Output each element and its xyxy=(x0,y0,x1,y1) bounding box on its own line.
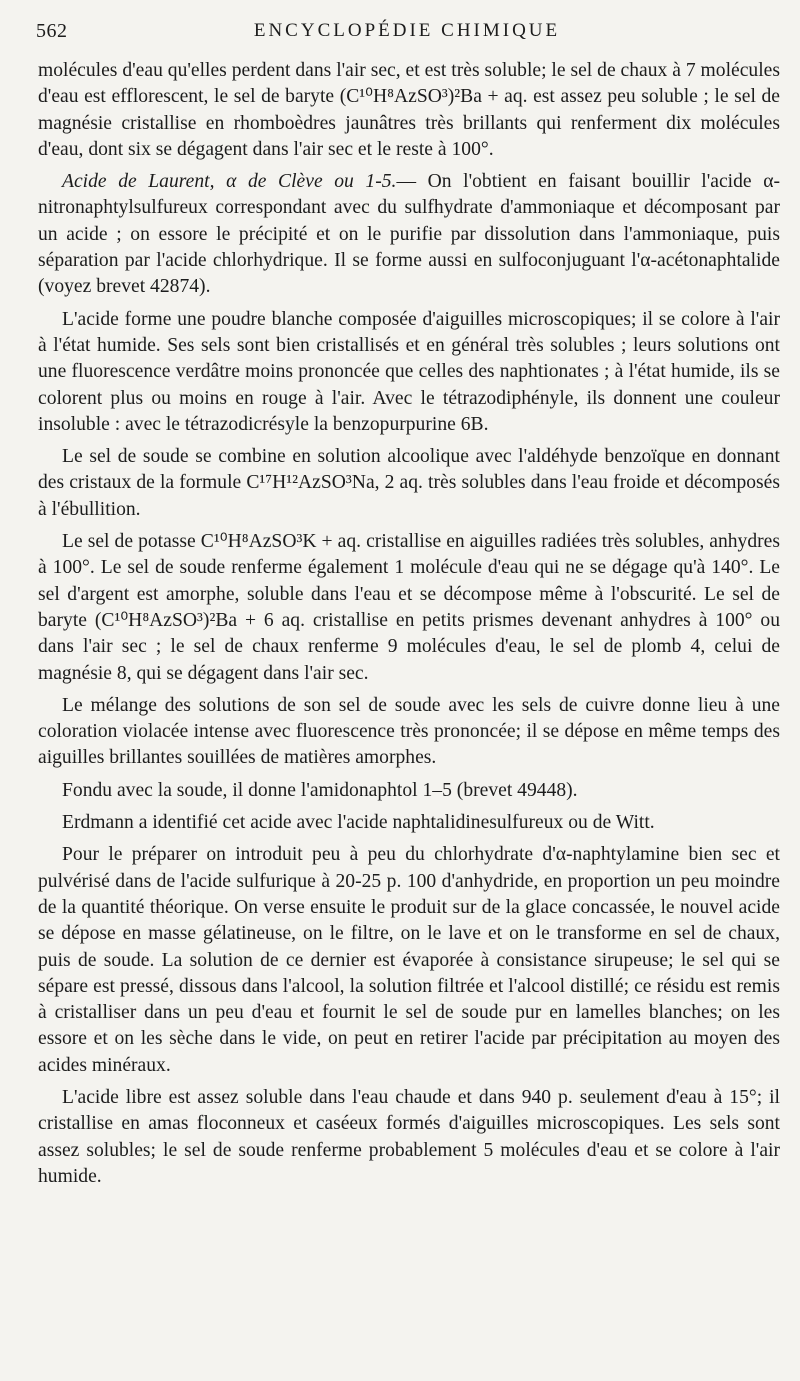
paragraph-body: — On l'obtient en faisant bouillir l'acide α-nitronaphtylsulfureux correspondant avec du sulfhydrate d'ammoniaque et décomposant par un acide ; on essore le précipité et on le purifie par dissolution dans l'ammoniaque, puis séparation par l'acide chlorhydrique. Il se forme aussi en sulfoconjuguant l'α-acétonaphtalide (voyez brevet 42874). xyxy=(38,171,780,298)
paragraph-acide-de-laurent xyxy=(38,169,780,300)
body-text xyxy=(38,58,780,1196)
page-number: 562 xyxy=(36,20,68,42)
page-header xyxy=(36,18,778,48)
paragraph: Le mélange des solutions de son sel de soude avec les sels de cuivre donne lieu à une coloration violacée intense avec fluorescence très prononcée; il se dépose en même temps des aiguilles brillantes souillées de matières amorphes. xyxy=(38,694,780,769)
section-lead: Acide de Laurent, α de Clève ou 1-5. xyxy=(62,171,397,193)
paragraph: L'acide libre est assez soluble dans l'eau chaude et dans 940 p. seulement d'eau à 15°; il cristallise en amas floconneux et caséeux formés d'aiguilles microscopiques. Les sels sont assez solubles; le sel de soude renferme probablement 5 molécules d'eau et se colore à l'air humide. xyxy=(38,1086,780,1187)
paragraph: L'acide forme une poudre blanche composée d'aiguilles microscopiques; il se colore à l'air à l'état humide. Ses sels sont bien cristallisés et en général très solubles ; leurs solutions ont une fluorescence verdâtre moins prononcée que celles des naphtionates ; à l'état humide, ils se colorent plus ou moins en rouge à l'air. Avec le tétrazodiphényle, ils donnent une couleur insoluble : avec le tétrazodicrésyle la benzopurpurine 6B. xyxy=(38,308,780,435)
running-title: ENCYCLOPÉDIE CHIMIQUE xyxy=(253,20,561,41)
paragraph: Pour le préparer on introduit peu à peu du chlorhydrate d'α-naphtylamine bien sec et pulvérisé dans de l'acide sulfurique à 20-25 p. 100 d'anhydride, en proportion un peu moindre de la quantité théorique. On verse ensuite le produit sur de la glace concassée, le nouvel acide se dépose en masse gélatineuse, on le filtre, on le lave et on le transforme en sel de chaux, puis de soude. La solution de ce dernier est évaporée à consistance sirupeuse; le sel qui se sépare est pressé, dissous dans l'alcool, la solution filtrée et l'alcool distillé; ce résidu est remis à cristalliser dans un peu d'eau et fournit le sel de soude pur en lamelles blanches; on les essore et on les sèche dans le vide, on peut en retirer l'acide par précipitation au moyen des acides minéraux. xyxy=(38,844,780,1076)
paragraph: Le sel de soude se combine en solution alcoolique avec l'aldéhyde benzoïque en donnant des cristaux de la formule C¹⁷H¹²AzSO³Na, 2 aq. très solubles dans l'eau froide et décomposés à l'ébullition. xyxy=(38,446,780,520)
paragraph-continuation: molécules d'eau qu'elles perdent dans l'air sec, et est très soluble; le sel de chaux à 7 molécules d'eau est efflorescent, le sel de baryte (C¹⁰H⁸AzSO³)²Ba + aq. est assez peu soluble ; le sel de magnésie cristallise en rhomboèdres jaunâtres très brillants qui renferment dix molécules d'eau, dont six se dégagent dans l'air sec et le reste à 100°. xyxy=(38,60,780,160)
paragraph: Fondu avec la soude, il donne l'amidonaphtol 1–5 (brevet 49448). xyxy=(62,779,578,801)
paragraph: Erdmann a identifié cet acide avec l'acide naphtalidinesulfureux ou de Witt. xyxy=(62,812,655,834)
paragraph: Le sel de potasse C¹⁰H⁸AzSO³K + aq. cristallise en aiguilles radiées très solubles, anhydres à 100°. Le sel de soude renferme également 1 molécule d'eau qui ne se dégage qu'à 140°. Le sel d'argent est amorphe, soluble dans l'eau et se décompose même à l'obscurité. Le sel de baryte (C¹⁰H⁸AzSO³)²Ba + 6 aq. cristallise en petits prismes devenant anhydres à 100° ou dans l'air sec ; le sel de chaux renferme 9 molécules d'eau, le sel de plomb 4, celui de magnésie 8, qui se dégagent dans l'air sec. xyxy=(38,531,780,684)
